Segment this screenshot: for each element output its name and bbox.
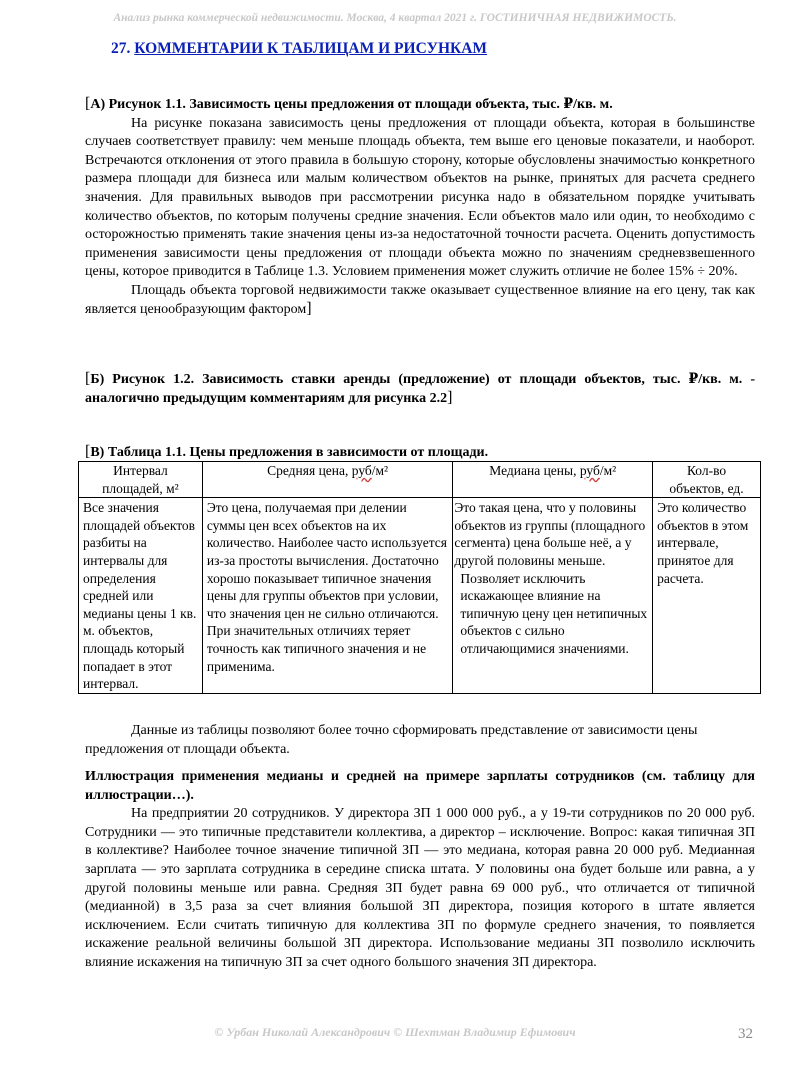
comment-block-v — [85, 444, 755, 462]
block-a-heading: А) Рисунок 1.1. Зависимость цены предложения от площади объекта, тыс. ₽/кв. м. — [90, 97, 613, 112]
table-header-count-line2: объектов, ед. — [669, 480, 744, 496]
page-number: 32 — [738, 1026, 753, 1042]
illustration-block — [85, 768, 755, 973]
section-number: 27. — [111, 40, 131, 57]
table-cell-count: Это количество объектов в этом интервале, принятое для расчета. — [653, 498, 761, 694]
table-header-interval — [79, 462, 203, 498]
table-header-median-price — [453, 462, 653, 498]
table-row — [79, 498, 761, 694]
bracket-close: ] — [306, 299, 312, 317]
after-table-text — [85, 722, 755, 759]
table-header-count — [653, 462, 761, 498]
table-header-mean-suffix: /м² — [371, 463, 389, 478]
section-title-link[interactable]: КОММЕНТАРИИ К ТАБЛИЦАМ И РИСУНКАМ — [134, 40, 488, 57]
comment-block-a — [85, 96, 755, 319]
bracket-close: ] — [447, 388, 453, 406]
table-header-median-unit: руб — [579, 463, 600, 478]
bracket-open: [ — [85, 370, 91, 387]
table-header-median-suffix: /м² — [599, 463, 617, 478]
section-title — [111, 40, 487, 58]
table-header-mean-text: Средняя цена, — [267, 463, 352, 478]
block-a-paragraph-2 — [85, 282, 755, 319]
running-header: Анализ рынка коммерческой недвижимости. Москва, 4 квартал 2021 г. ГОСТИНИЧНАЯ НЕДВИЖИМОСТЬ. — [113, 12, 677, 24]
table-cell-median-benefit: Позволяет исключить искажающее влияние на типичную цену цен нетипичных объектов с сильно отличающимися значениями. — [460, 570, 648, 656]
block-a-paragraph-2-text: Площадь объекта торговой недвижимости также оказывает существенное влияние на его цену, так как является ценообразующим фактором — [85, 282, 755, 317]
block-v-heading: В) Таблица 1.1. Цены предложения в зависимости от площади. — [90, 445, 489, 460]
table-cell-median-definition: Это такая цена, что у половины объектов из группы (площадного сегмента) цена больше неё, а у другой половины меньше. — [454, 500, 646, 568]
illustration-heading: Иллюстрация применения медианы и средней на примере зарплаты сотрудников (см. таблицу для иллюстрации…). — [85, 769, 755, 803]
table-header-interval-line2: площадей, м² — [102, 480, 179, 496]
after-table-paragraph: Данные из таблицы позволяют более точно сформировать представление от зависимости цены предложения от площади объекта. — [85, 723, 698, 757]
illustration-body: На предприятии 20 сотрудников. У директора ЗП 1 000 000 руб., а у 19-ти сотрудников по 20 000 руб. Сотрудники — это типичные представители коллектива, а директор – исключение. Вопрос: какая типичная ЗП в коллективе? Наиболее точное значение типичной ЗП — это медиана, которая равна 20 000 руб. Медианная зарплата — это зарплата сотрудника в середине списка штата. У половины она будет больше или равна, а у другой половины меньше или равна. Средняя ЗП будет равна 69 000 руб., что отличается от типичной (медианной) в 3,5 раза за счет влияния большой ЗП директора, позиция которого в штате является исключением. Если считать типичную для коллектива ЗП по формуле среднего значения, то появляется искажение реальной величины большой ЗП директора. Использование медианы ЗП позволило исключить влияние искажения на типичную ЗП за счет одного большого значения ЗП директора. — [85, 806, 755, 970]
block-b-heading: Б) Рисунок 1.2. Зависимость ставки аренды (предложение) от площади объектов, тыс. ₽/кв. м. - аналогично предыдущим комментариям для рисунка 2.2 — [85, 372, 755, 406]
table-cell-interval: Все значения площадей объектов разбиты на интервалы для определения средней или медианы цены 1 кв. м. объектов, площадь который попадает в этот интервал. — [79, 498, 203, 694]
block-a-paragraph-1: На рисунке показана зависимость цены предложения от площади объекта, которая в большинстве случаев соответствует правилу: чем меньше площадь объекта, тем выше его ценовые показатели, и наоборот. Встречаются отклонения от этого правила в большую сторону, которые обусловлены значимостью конкретного размера площади для бизнеса или малым количеством объектов на рынке, принятых для расчета среднего значения. Для правильных выводов при рассмотрении рисунка надо в обязательном порядке учитывать количество объектов, по которым получены средние значения. Если объектов мало или один, то необходимо с осторожностью применять такие значения цены из-за недостаточной точности расчета. Оценить допустимость применения зависимости цены предложения от площади объекта можно по значениям средневзвешенного цены, которое приводится в Таблице 1.3. Условием применения может служить отличие не более 15% ÷ 20%. — [85, 115, 755, 280]
bracket-open: [ — [85, 95, 91, 112]
comment-block-b — [85, 371, 755, 408]
table-cell-mean: Это цена, получаемая при делении суммы цен всех объектов на их количество. Наиболее часто используется из-за простоты вычисления. Достаточно хорошо показывает типичное значения цены для группы объектов при условии, что значения цен не сильно отличаются. При значительных отличиях теряет точность как типичного значения и не применима. — [202, 498, 453, 694]
table-cell-median — [453, 498, 653, 694]
table-header-mean-unit: руб — [351, 463, 372, 478]
footer-credit: © Урбан Николай Александрович © Шехтман Владимир Ефимович — [214, 1025, 576, 1039]
table-header-count-line1: Кол-во — [686, 463, 727, 478]
table-header-mean-price — [202, 462, 453, 498]
price-explanation-table — [78, 461, 761, 694]
table-header-row — [79, 462, 761, 498]
table-header-interval-line1: Интервал — [113, 463, 168, 478]
bracket-open: [ — [85, 443, 91, 460]
table-header-median-text: Медиана цены, — [489, 463, 580, 478]
